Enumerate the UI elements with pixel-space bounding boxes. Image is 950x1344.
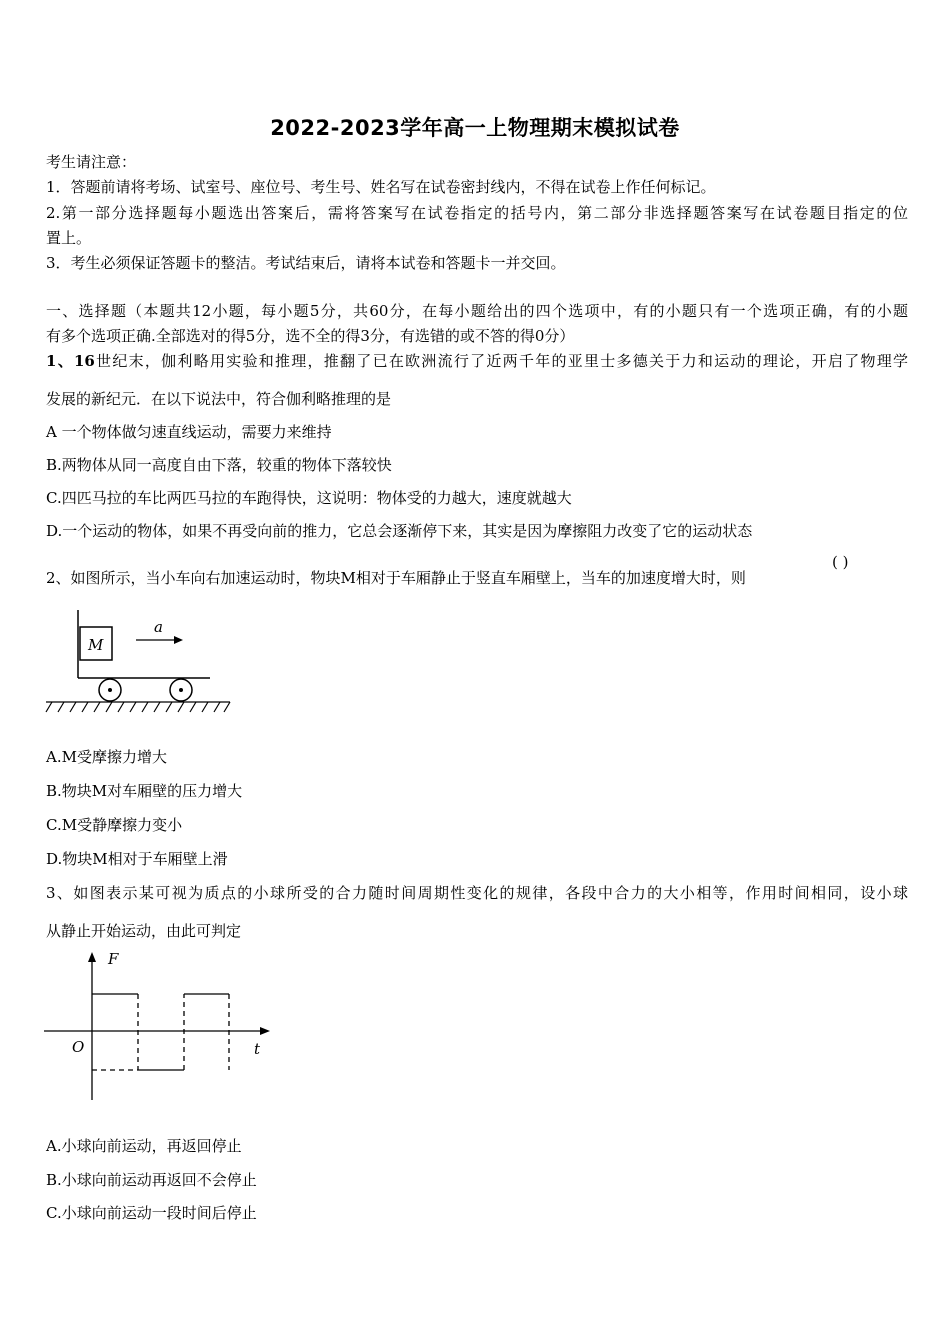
notice-item-3: 3．考生必须保证答题卡的整洁。考试结束后，请将本试卷和答题卡一并交回。 — [46, 254, 566, 272]
question-3-stem-line-1: 3、如图表示某可视为质点的小球所受的合力随时间周期性变化的规律，各段中合力的大小相等，作用时间相同，设小球 — [46, 884, 908, 902]
t-axis-label: t — [254, 1040, 261, 1058]
question-3-force-time-graph — [44, 950, 274, 1105]
section-heading-line-2: 有多个选项正确.全部选对的得5分，选不全的得3分，有选错的或不答的得0分） — [46, 327, 575, 345]
question-2-figure — [44, 610, 244, 720]
page-title: 2022-2023学年高一上物理期末模拟试卷 — [270, 116, 680, 140]
origin-label: O — [72, 1038, 85, 1056]
block-label: M — [88, 636, 104, 654]
question-2-option-c: C.M受静摩擦力变小 — [46, 816, 183, 834]
acceleration-arrow — [136, 636, 183, 644]
acceleration-label: a — [154, 618, 163, 636]
notice-heading: 考生请注意： — [46, 153, 137, 171]
question-2-option-b: B.物块M对车厢壁的压力增大 — [46, 782, 243, 800]
cart-wheel-right — [170, 679, 192, 701]
question-1-stem-line-2: 发展的新纪元．在以下说法中，符合伽利略推理的是 — [46, 390, 392, 408]
question-3-option-b: B.小球向前运动再返回不会停止 — [46, 1171, 257, 1189]
question-1-option-d: D.一个运动的物体，如果不再受向前的推力，它总会逐渐停下来，其实是因为摩擦阻力改变了它的运动状态 — [46, 522, 753, 540]
question-1-option-a: A 一个物体做匀速直线运动，需要力来维持 — [46, 423, 332, 441]
question-2-answer-bracket: ( ) — [832, 553, 849, 571]
cart-wheel-left — [99, 679, 121, 701]
question-1-stem-text: 世纪末，伽利略用实验和推理，推翻了已在欧洲流行了近两千年的亚里士多德关于力和运动的理论，开启了物理学 — [94, 352, 908, 370]
question-3-stem-line-2: 从静止开始运动，由此可判定 — [46, 922, 242, 940]
section-heading-line-1: 一、选择题（本题共12小题，每小题5分，共60分，在每小题给出的四个选项中，有的小题只有一个选项正确，有的小题 — [46, 302, 908, 320]
question-3-option-a: A.小球向前运动，再返回停止 — [46, 1137, 242, 1155]
t-axis — [44, 1027, 270, 1035]
notice-item-1: 1．答题前请将考场、试室号、座位号、考生号、姓名写在试卷密封线内，不得在试卷上作任何标记。 — [46, 178, 716, 196]
question-2-option-a: A.M受摩擦力增大 — [46, 748, 167, 766]
question-1-option-c: C.四匹马拉的车比两匹马拉的车跑得快，这说明：物体受的力越大，速度就越大 — [46, 489, 572, 507]
notice-item-2: 2.第一部分选择题每小题选出答案后，需将答案写在试卷指定的括号内，第二部分非选择题答案写在试卷题目指定的位 — [46, 204, 908, 222]
question-1-number: 1、16 — [46, 352, 95, 370]
f-axis-label: F — [108, 950, 119, 968]
question-1-stem-line-1 — [46, 350, 908, 372]
question-2-stem: 2、如图所示，当小车向右加速运动时，物块M相对于车厢静止于竖直车厢壁上，当车的加速度增大时，则 — [46, 569, 746, 587]
ground-hatching — [46, 702, 230, 712]
question-2-option-d: D.物块M相对于车厢壁上滑 — [46, 850, 228, 868]
f-axis — [88, 952, 96, 1100]
question-1-option-b: B.两物体从同一高度自由下落，较重的物体下落较快 — [46, 456, 392, 474]
question-3-option-c: C.小球向前运动一段时间后停止 — [46, 1204, 257, 1222]
notice-item-2-cont: 置上。 — [46, 229, 92, 247]
force-curve — [92, 994, 229, 1070]
